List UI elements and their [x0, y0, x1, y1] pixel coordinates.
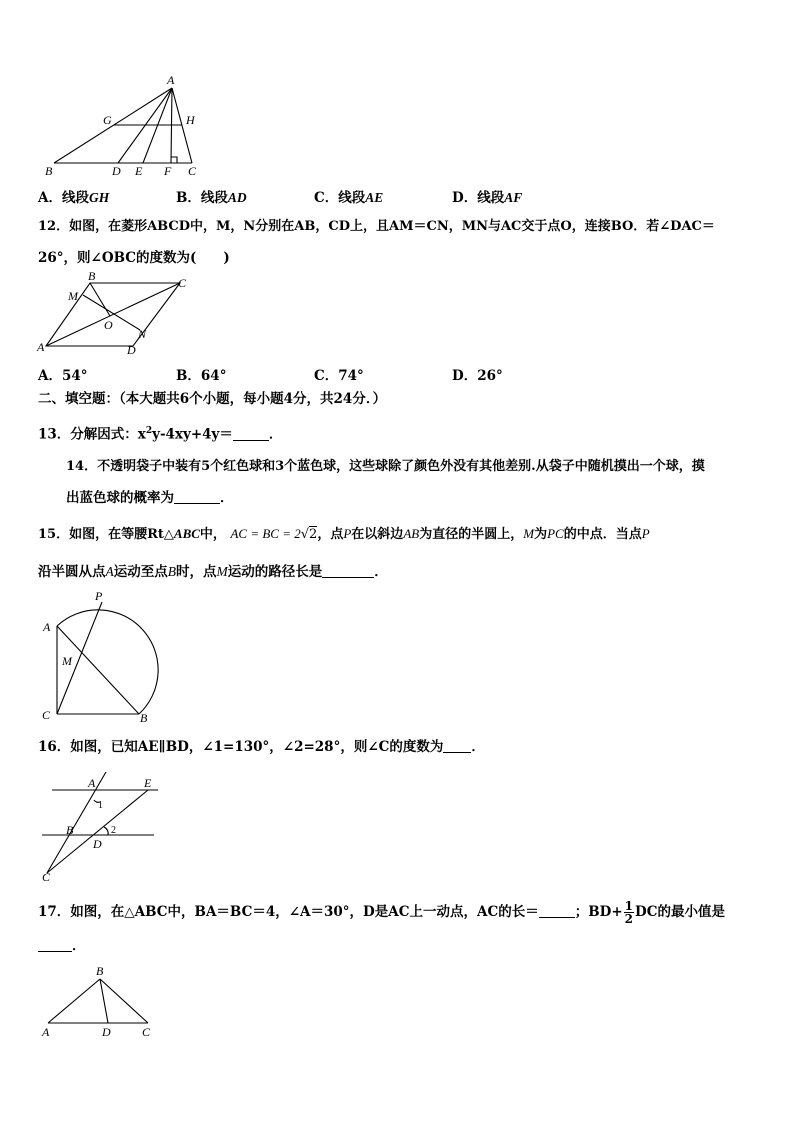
- q12-text-line1: 12．如图，在菱形ABCD中，M，N分别在AB，CD上，且AM＝CN，MN与AC交于点O，连接BO．若∠DAC＝: [38, 219, 715, 234]
- q11-option-c[interactable]: C．线段AE: [314, 190, 384, 206]
- q14-text-line1: 14．不透明袋子中装有5个红色球和3个蓝色球，这些球除了颜色外没有其他差别.从袋子中随机摸出一个球，摸: [66, 459, 705, 474]
- q11-figure: [40, 72, 210, 182]
- q12-option-d[interactable]: D．26°: [452, 368, 503, 384]
- fig16-label-2: 2: [111, 825, 116, 836]
- fraction-one-half: $\frac{1}{2}$: [624, 899, 633, 926]
- q14-answer-blank[interactable]: [174, 489, 220, 504]
- fig11-label-h: H: [186, 113, 195, 127]
- fig15-label-b: B: [140, 711, 148, 725]
- fig15-label-p: P: [95, 589, 103, 603]
- fig16-label-e: E: [144, 776, 152, 790]
- q11-option-a[interactable]: A．线段GH: [38, 190, 110, 206]
- fig17-label-c: C: [142, 1025, 151, 1039]
- q12-option-c[interactable]: C．74°: [314, 368, 364, 384]
- q11-option-b[interactable]: B．线段AD: [176, 190, 247, 206]
- fig15-label-c: C: [42, 708, 51, 722]
- fig16-label-b: B: [66, 823, 74, 837]
- q16-text: 16．如图，已知AE∥BD，∠1=130°，∠2=28°，则∠C的度数为 ．: [38, 739, 485, 755]
- q15-text-line1: 15．如图，在等腰Rt△ABC中， AC = BC = 2√2，点P在以斜边AB为直径的半圆上，M为PC的中点．当点P: [38, 526, 650, 542]
- fig16-label-a: A: [88, 776, 96, 790]
- q15-answer-blank[interactable]: [322, 563, 374, 578]
- section-2-heading: 二、填空题：（本大题共6个小题，每小题4分，共24分．）: [38, 391, 387, 407]
- q17-text-line1: 17．如图，在△ABC中，BA＝BC＝4，∠A＝30°，D是AC上一动点，AC的长＝ ；BD+ $\frac{1}{2}$ DC的最小值是: [38, 899, 725, 926]
- fig11-label-e: E: [135, 164, 143, 178]
- fig17-label-b: B: [96, 964, 104, 978]
- fig11-label-d: D: [112, 164, 121, 178]
- fig15-label-m: M: [62, 654, 72, 668]
- q15-figure: [36, 588, 176, 726]
- fig11-label-f: F: [164, 164, 172, 178]
- fig12-label-n: N: [138, 327, 147, 341]
- fig12-label-a: A: [37, 340, 45, 354]
- q13-answer-blank[interactable]: [233, 426, 269, 441]
- fig12-label-d: D: [127, 343, 136, 356]
- q17-figure: [38, 962, 160, 1040]
- q12-option-a[interactable]: A．54°: [38, 368, 88, 384]
- q15-text-line2: 沿半圆从点A运动至点B时，点M运动的路径长是 ．: [38, 564, 388, 580]
- fig11-label-b: B: [45, 164, 53, 178]
- q12-text-line2: 26°，则∠OBC的度数为( ): [38, 250, 230, 266]
- fig12-label-c: C: [178, 276, 187, 290]
- fig12-label-m: M: [68, 289, 78, 303]
- q16-figure: [38, 770, 164, 884]
- q12-option-b[interactable]: B．64°: [176, 368, 227, 384]
- fig16-label-c: C: [42, 870, 51, 884]
- fig15-label-a: A: [43, 620, 51, 634]
- fig12-label-b: B: [88, 270, 96, 283]
- q17-answer-blank-1[interactable]: [539, 903, 575, 918]
- sqrt-symbol: √: [300, 527, 310, 542]
- fig17-label-d: D: [102, 1025, 111, 1039]
- q13-text: 13．分解因式：$x^2y-4xy+4y=$ ．: [38, 426, 283, 443]
- fig17-label-a: A: [42, 1025, 50, 1039]
- fig11-label-c: C: [188, 164, 197, 178]
- fig12-label-o: O: [104, 318, 113, 332]
- fig11-label-a: A: [167, 73, 175, 87]
- fig11-label-g: G: [103, 113, 112, 127]
- q12-figure: [34, 270, 194, 356]
- fig16-label-1: 1: [98, 800, 103, 811]
- q11-option-d[interactable]: D．线段AF: [452, 190, 523, 206]
- q17-text-line2: ．: [38, 937, 86, 955]
- q16-answer-blank[interactable]: [443, 738, 471, 753]
- q14-text-line2: 出蓝色球的概率为 ．: [66, 490, 234, 506]
- q17-answer-blank-2[interactable]: [38, 937, 72, 952]
- fig16-label-d: D: [93, 837, 102, 851]
